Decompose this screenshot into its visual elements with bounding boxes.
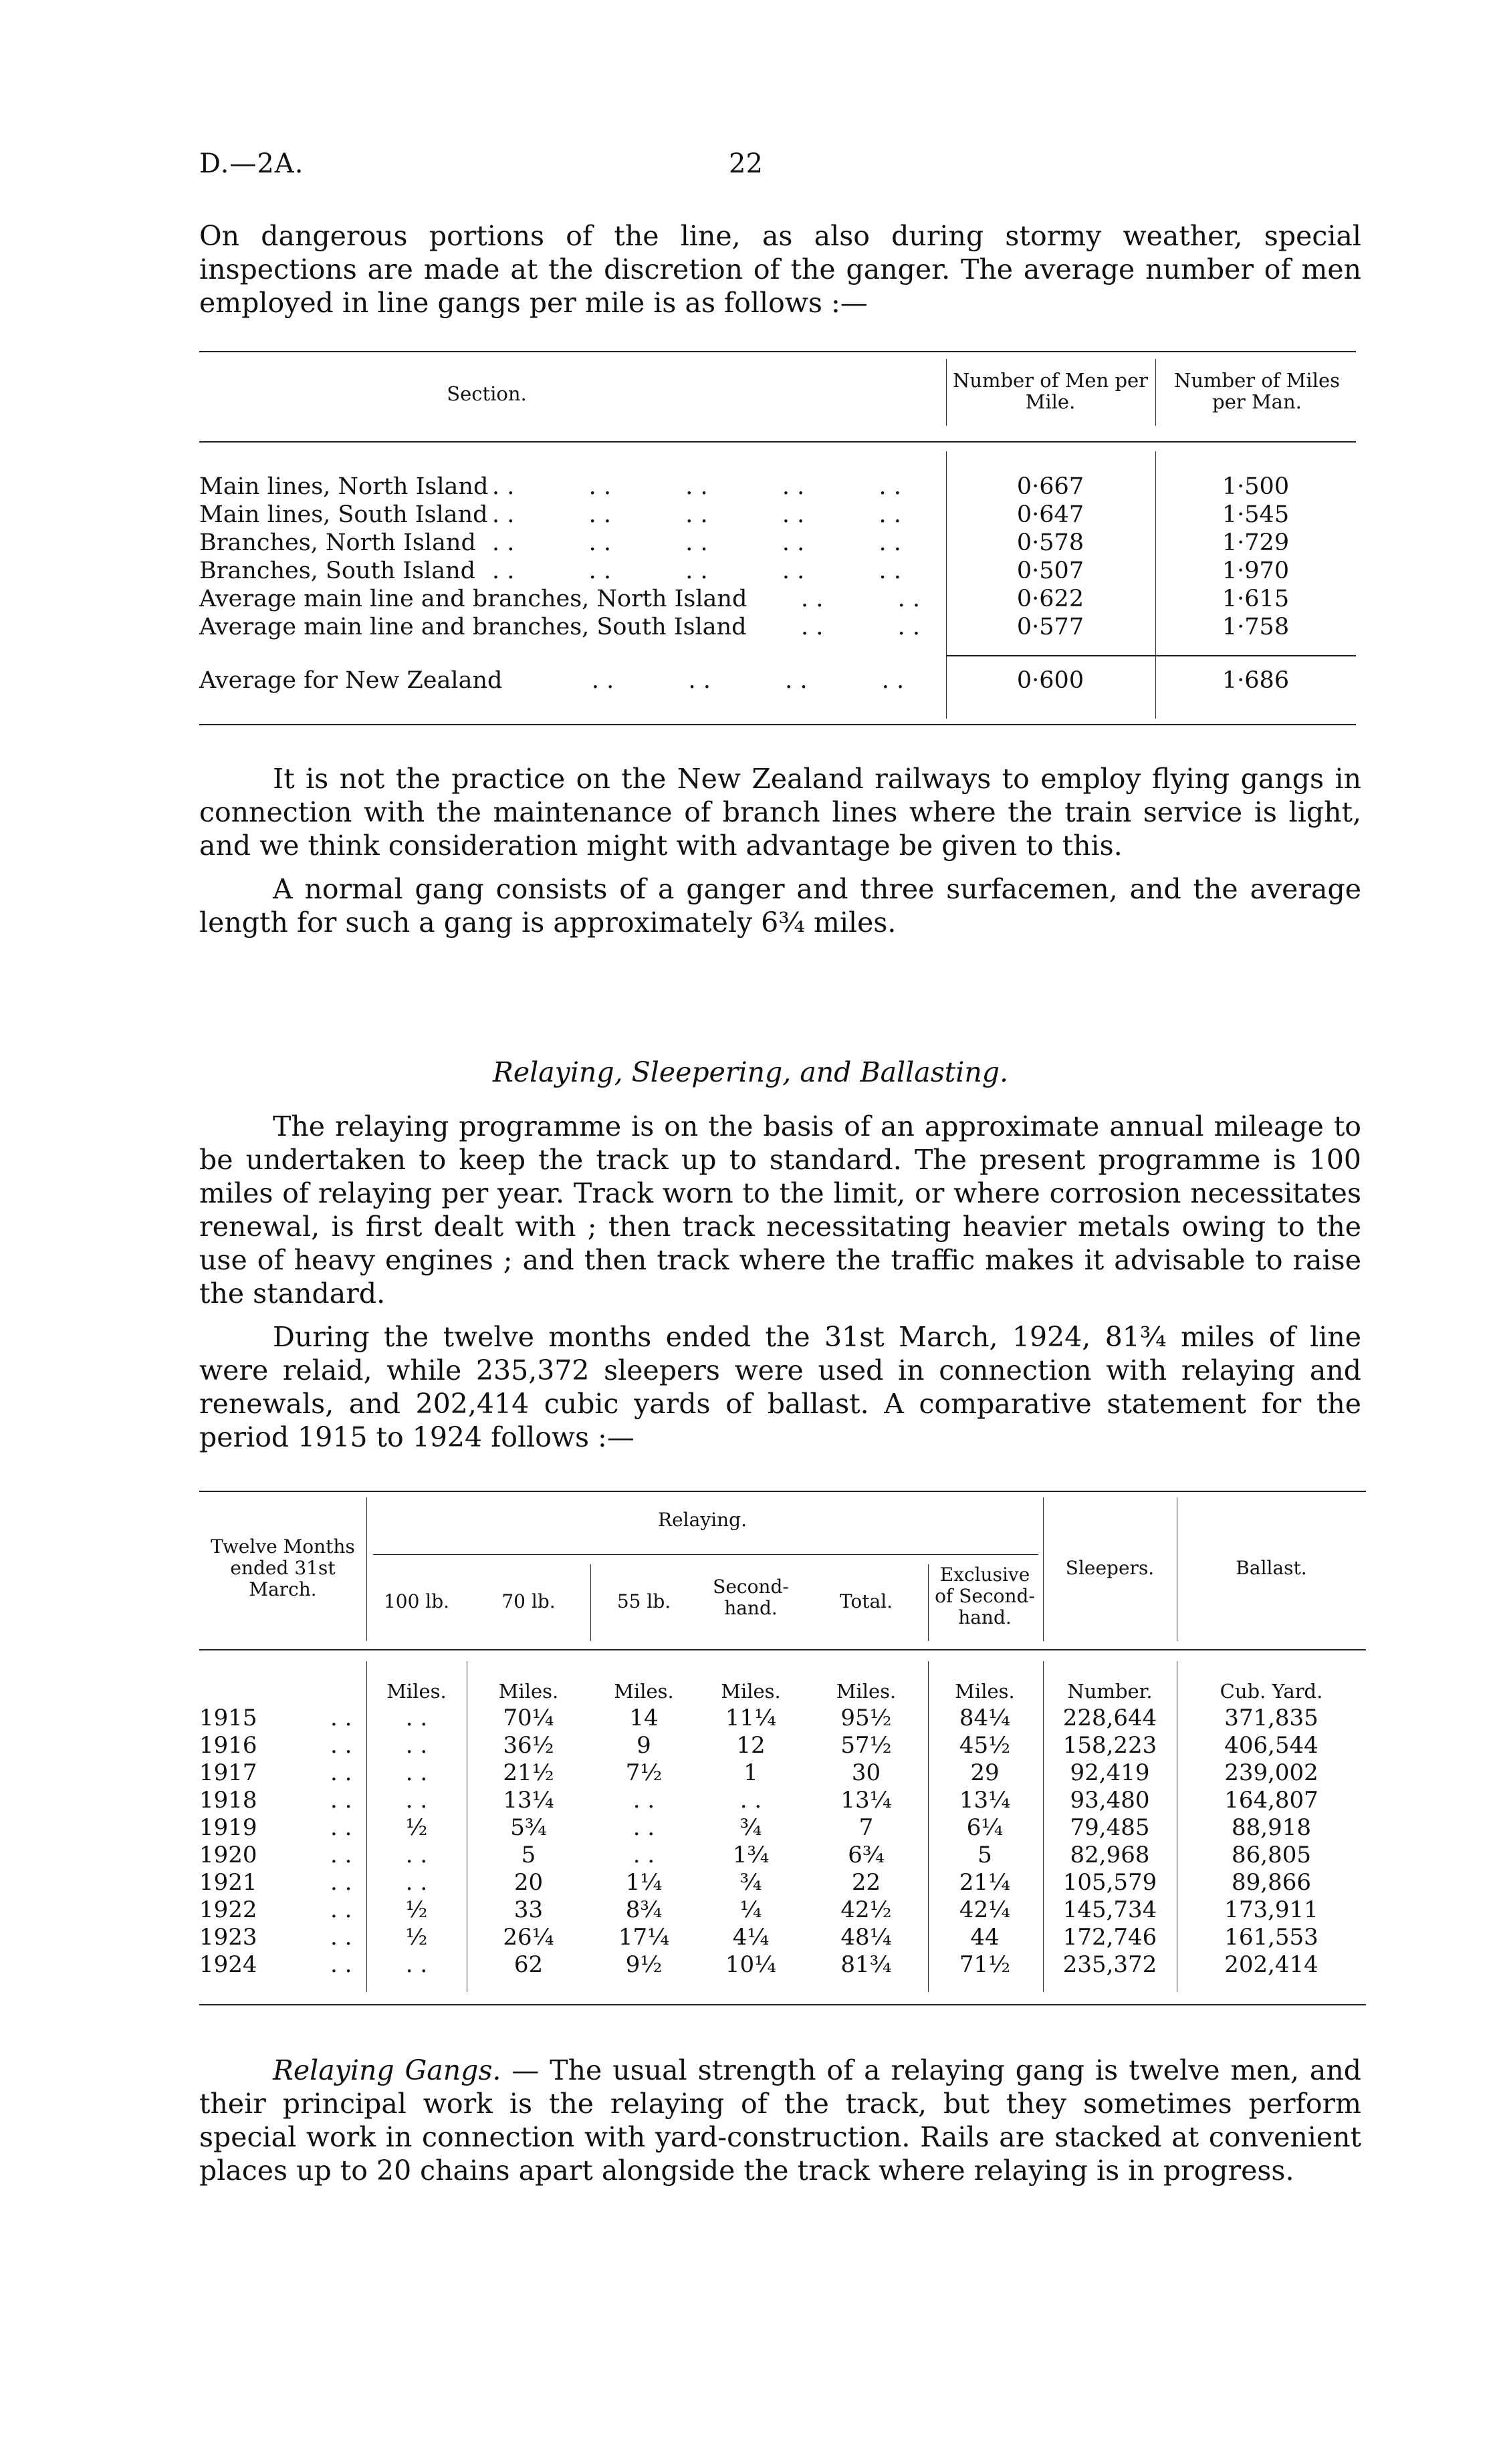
unit-miles: Miles.: [836, 1680, 897, 1703]
second-hand-cell: 12: [736, 1732, 766, 1759]
relaying-comparison-table: [199, 1491, 1366, 2012]
sleepers-cell: 93,480: [1070, 1787, 1150, 1814]
table-row: Main lines, South Island . . . . . . . . . . 0·647 1·545: [199, 501, 1356, 529]
sleepers-cell: 79,485: [1070, 1814, 1150, 1841]
exclusive-cell: 42¼: [959, 1896, 1011, 1923]
total-cell: 57½: [840, 1732, 892, 1759]
relay-70lb-cell: 26¼: [503, 1924, 554, 1951]
relay-100lb-cell: . .: [405, 1759, 428, 1786]
section-cell: Main lines, South Island: [199, 501, 488, 528]
year-cell: 1924: [199, 1951, 257, 1978]
year-cell: 1917: [199, 1759, 257, 1786]
second-hand-cell: 1¾: [732, 1842, 770, 1868]
table-rule: [199, 1491, 1366, 1492]
year-cell: 1922: [199, 1896, 257, 1923]
relay-55lb-cell: 14: [629, 1705, 659, 1731]
relay-100lb-cell: . .: [405, 1869, 428, 1896]
second-hand-cell: 10¼: [725, 1951, 777, 1978]
ballast-cell: 202,414: [1224, 1951, 1318, 1978]
year-leader: . .: [330, 1705, 352, 1731]
exclusive-cell: 71½: [959, 1951, 1011, 1978]
relay-100lb-cell: ½: [405, 1924, 428, 1951]
sleepers-cell: 105,579: [1062, 1869, 1157, 1896]
miles-cell: 1·500: [1222, 473, 1290, 500]
total-cell: 95½: [840, 1705, 892, 1731]
miles-cell: 1·970: [1222, 558, 1290, 584]
second-hand-cell: ¼: [739, 1896, 762, 1923]
relay-55lb-cell: 8¾: [625, 1896, 663, 1923]
year-leader: . .: [330, 1924, 352, 1951]
relay-70lb-cell: 62: [513, 1951, 544, 1978]
col-header-total: Total.: [839, 1590, 893, 1612]
sleepers-cell: 92,419: [1070, 1759, 1150, 1786]
second-hand-cell: 4¼: [732, 1924, 770, 1951]
table-rule: [199, 1649, 1366, 1650]
relay-100lb-cell: ½: [405, 1896, 428, 1923]
table-rule: [199, 724, 1356, 725]
men-cell: 0·578: [1016, 529, 1084, 556]
year-leader: . .: [330, 1896, 352, 1923]
relay-100lb-cell: ½: [405, 1814, 428, 1841]
unit-cub-yard: Cub. Yard.: [1220, 1680, 1323, 1703]
relay-70lb-cell: 70¼: [503, 1705, 554, 1731]
relay-100lb-cell: . .: [405, 1842, 428, 1868]
miles-cell: 1·545: [1222, 501, 1290, 528]
relay-55lb-cell: . .: [632, 1787, 655, 1814]
document-code: D.—2A.: [199, 148, 304, 179]
total-cell: 6¾: [848, 1842, 885, 1868]
unit-miles: Miles.: [614, 1680, 674, 1703]
ballast-cell: 164,807: [1224, 1787, 1318, 1814]
relaying-gangs-paragraph: [199, 2054, 1361, 2187]
sleepers-cell: 158,223: [1062, 1732, 1157, 1759]
relay-70lb-cell: 5: [521, 1842, 536, 1868]
year-cell: 1920: [199, 1842, 257, 1868]
section-cell: Branches, North Island: [199, 529, 476, 556]
col-header-section: Section.: [447, 382, 527, 405]
section-cell: Branches, South Island: [199, 558, 476, 584]
relaying-programme-paragraph: The relaying programme is on the basis of an approximate annual mileage to be undertaken to keep the track up to standard. The present programme is 100 miles of relaying per year. Track worn to the limit, or where corrosion necessitates renewal, is first dealt with ; then track necessitating heavier metals owing to the use of heavy engines ; and then track where the traffic makes it advisable to raise the standard.: [199, 1110, 1361, 1310]
col-header-relaying: Relaying.: [658, 1509, 747, 1531]
ballast-cell: 89,866: [1232, 1869, 1311, 1896]
total-cell: 48¼: [840, 1924, 892, 1951]
col-header-miles-per-man: Number of Miles per Man.: [1173, 369, 1341, 413]
sleepers-cell: 145,734: [1062, 1896, 1157, 1923]
relay-55lb-cell: 9½: [625, 1951, 663, 1978]
relay-55lb-cell: . .: [632, 1842, 655, 1868]
year-cell: 1918: [199, 1787, 257, 1814]
unit-miles: Miles.: [386, 1680, 447, 1703]
table-rule: [199, 351, 1356, 352]
relay-70lb-cell: 13¼: [503, 1787, 554, 1814]
col-header-year: Twelve Months ended 31st March.: [211, 1535, 355, 1600]
sleepers-cell: 172,746: [1062, 1924, 1157, 1951]
miles-cell: 1·758: [1222, 614, 1290, 640]
twelve-months-paragraph: During the twelve months ended the 31st March, 1924, 81¾ miles of line were relaid, while 235,372 sleepers were used in connection with relaying and renewals, and 202,414 cubic yards of ballast. A comparative statement for the period 1915 to 1924 follows :—: [199, 1321, 1361, 1453]
year-leader: . .: [330, 1732, 352, 1759]
total-men-cell: 0·600: [1016, 667, 1084, 694]
exclusive-cell: 13¼: [959, 1787, 1011, 1814]
relay-100lb-cell: . .: [405, 1951, 428, 1978]
relay-100lb-cell: . .: [405, 1705, 428, 1731]
relay-55lb-cell: 1¼: [625, 1869, 663, 1896]
col-header-70lb: 70 lb.: [501, 1590, 556, 1612]
col-header-sleepers: Sleepers.: [1065, 1557, 1155, 1579]
page-number: 22: [729, 148, 763, 179]
second-hand-cell: ¾: [739, 1814, 762, 1841]
normal-gang-paragraph: A normal gang consists of a ganger and three surfacemen, and the average length for such a gang is approximately 6¾ miles.: [199, 873, 1361, 939]
table-row: Average main line and branches, North Island . . . . 0·622 1·615: [199, 586, 1356, 614]
flying-gangs-paragraph: It is not the practice on the New Zealand railways to employ flying gangs in connection with the maintenance of branch lines where the train service is light, and we think consideration might with advantage be given to this.: [199, 763, 1361, 862]
exclusive-cell: 45½: [959, 1732, 1011, 1759]
men-cell: 0·667: [1016, 473, 1084, 500]
unit-miles: Miles.: [498, 1680, 559, 1703]
total-cell: 22: [851, 1869, 881, 1896]
table-rule: [199, 2004, 1366, 2005]
men-per-mile-table: [199, 351, 1356, 725]
section-cell: Average main line and branches, South Island: [199, 614, 747, 640]
table-row: Branches, South Island . . . . . . . . . . 0·507 1·970: [199, 558, 1356, 586]
relay-70lb-cell: 33: [513, 1896, 544, 1923]
table-row: Main lines, North Island . . . . . . . . . . 0·667 1·500: [199, 473, 1356, 501]
total-cell: 81¾: [840, 1951, 892, 1978]
year-leader: . .: [330, 1869, 352, 1896]
men-cell: 0·647: [1016, 501, 1084, 528]
relay-55lb-cell: 9: [637, 1732, 651, 1759]
ballast-cell: 239,002: [1224, 1759, 1318, 1786]
second-hand-cell: . .: [739, 1787, 762, 1814]
total-cell: 13¼: [840, 1787, 892, 1814]
col-header-exclusive: Exclusive of Second-hand.: [935, 1564, 1035, 1628]
men-cell: 0·577: [1016, 614, 1084, 640]
ballast-cell: 371,835: [1224, 1705, 1318, 1731]
intro-paragraph: On dangerous portions of the line, as also during stormy weather, special inspections are made at the discretion of the ganger. The average number of men employed in line gangs per mile is as follows :—: [199, 220, 1361, 319]
sleepers-cell: 82,968: [1070, 1842, 1150, 1868]
table-row: Branches, North Island . . . . . . . . . . 0·578 1·729: [199, 529, 1356, 558]
run-in-heading: Relaying Gangs.: [273, 2054, 501, 2086]
year-cell: 1923: [199, 1924, 257, 1951]
exclusive-cell: 6¼: [966, 1814, 1004, 1841]
ballast-cell: 406,544: [1224, 1732, 1318, 1759]
total-miles-cell: 1·686: [1222, 667, 1290, 694]
ballast-cell: 88,918: [1232, 1814, 1311, 1841]
miles-cell: 1·729: [1222, 529, 1290, 556]
col-header-men-per-mile: Number of Men per Mile.: [952, 369, 1149, 413]
unit-number: Number.: [1067, 1680, 1153, 1703]
total-cell: 30: [851, 1759, 881, 1786]
exclusive-cell: 21¼: [959, 1869, 1011, 1896]
exclusive-cell: 84¼: [959, 1705, 1011, 1731]
exclusive-cell: 29: [970, 1759, 1000, 1786]
year-leader: . .: [330, 1814, 352, 1841]
relay-100lb-cell: . .: [405, 1787, 428, 1814]
section-heading: Relaying, Sleepering, and Ballasting.: [492, 1056, 1009, 1088]
year-cell: 1921: [199, 1869, 257, 1896]
men-cell: 0·622: [1016, 586, 1084, 612]
table-row: Average main line and branches, South Island . . . . 0·577 1·758: [199, 614, 1356, 642]
unit-miles: Miles.: [955, 1680, 1015, 1703]
col-header-55lb: 55 lb.: [616, 1590, 671, 1612]
relay-70lb-cell: 5¾: [510, 1814, 547, 1841]
ballast-cell: 86,805: [1232, 1842, 1311, 1868]
second-hand-cell: 1: [743, 1759, 758, 1786]
year-leader: . .: [330, 1759, 352, 1786]
year-cell: 1915: [199, 1705, 257, 1731]
relay-55lb-cell: . .: [632, 1814, 655, 1841]
table-rule: [199, 441, 1356, 443]
total-section-cell: Average for New Zealand: [199, 667, 503, 694]
unit-miles: Miles.: [721, 1680, 781, 1703]
total-cell: 42½: [840, 1896, 892, 1923]
year-cell: 1919: [199, 1814, 257, 1841]
miles-cell: 1·615: [1222, 586, 1290, 612]
exclusive-cell: 5: [977, 1842, 992, 1868]
second-hand-cell: ¾: [739, 1869, 762, 1896]
exclusive-cell: 44: [970, 1924, 1000, 1951]
sleepers-cell: 228,644: [1062, 1705, 1157, 1731]
second-hand-cell: 11¼: [725, 1705, 777, 1731]
relaying-gangs-text: — The usual strength of a relaying gang is twelve men, and their principal work is the relaying of the track, but they sometimes perform special work in connection with yard-construction. Rails are stacked at convenient places up to 20 chains apart alongside the track where relaying is in progress.: [199, 2054, 1362, 2187]
table-total-row: Average for New Zealand . . . . . . . . . . 0·600 1·686: [199, 667, 1356, 695]
men-cell: 0·507: [1016, 558, 1084, 584]
relay-70lb-cell: 20: [513, 1869, 544, 1896]
year-cell: 1916: [199, 1732, 257, 1759]
col-header-100lb: 100 lb.: [383, 1590, 450, 1612]
total-cell: 7: [858, 1814, 874, 1841]
year-leader: . .: [330, 1842, 352, 1868]
col-header-ballast: Ballast.: [1236, 1557, 1307, 1579]
relay-55lb-cell: 17¼: [618, 1924, 670, 1951]
relay-70lb-cell: 21½: [503, 1759, 554, 1786]
section-cell: Main lines, North Island: [199, 473, 489, 500]
year-leader: . .: [330, 1787, 352, 1814]
section-cell: Average main line and branches, North Island: [199, 586, 747, 612]
ballast-cell: 161,553: [1224, 1924, 1318, 1951]
year-leader: . .: [330, 1951, 352, 1978]
relay-70lb-cell: 36½: [503, 1732, 554, 1759]
col-header-second-hand: Second-hand.: [713, 1576, 789, 1619]
ballast-cell: 173,911: [1224, 1896, 1318, 1923]
sleepers-cell: 235,372: [1062, 1951, 1157, 1978]
relay-100lb-cell: . .: [405, 1732, 428, 1759]
relay-55lb-cell: 7½: [625, 1759, 663, 1786]
